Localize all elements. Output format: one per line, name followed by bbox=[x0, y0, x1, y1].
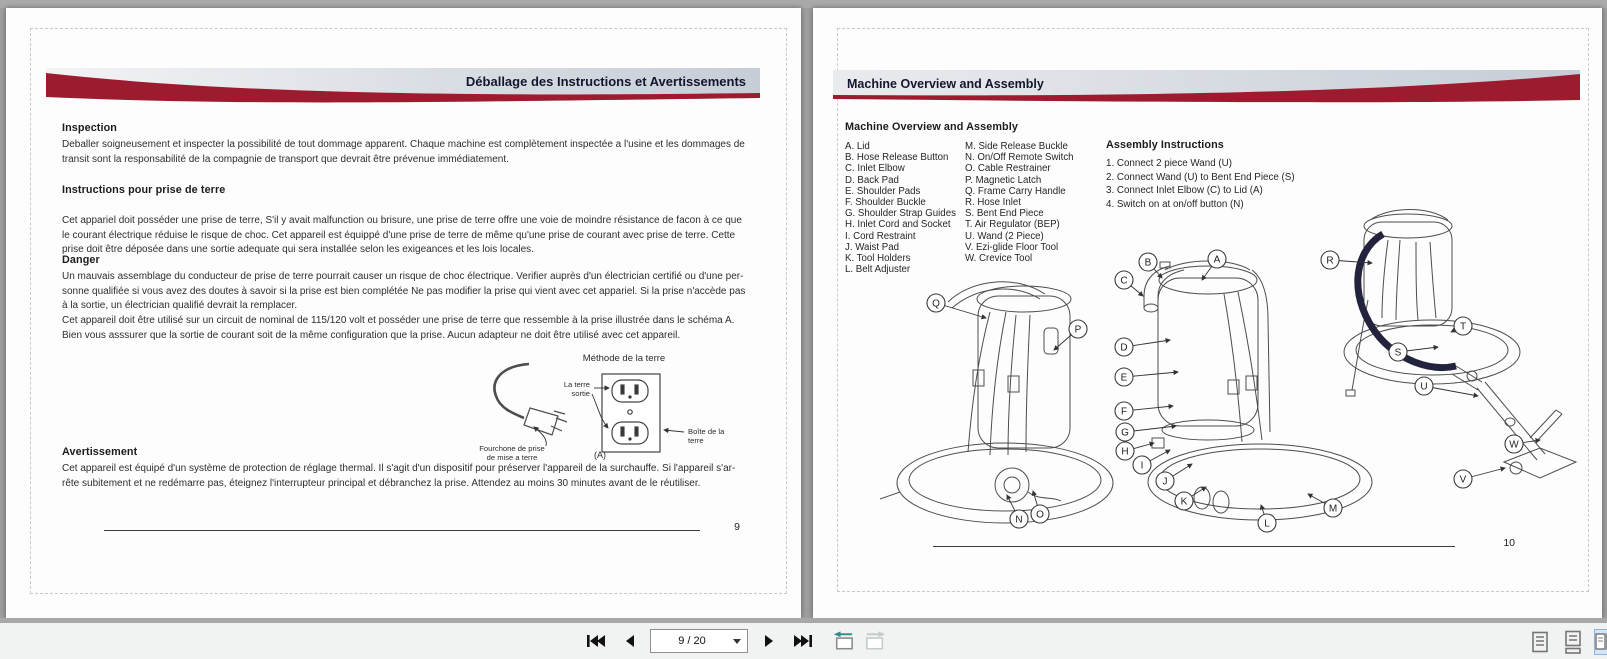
two-page-view-button[interactable] bbox=[1594, 629, 1607, 655]
part-item: J. Waist Pad bbox=[845, 241, 900, 253]
svg-text:de mise a terre: de mise a terre bbox=[486, 453, 538, 462]
page-number: 10 bbox=[1503, 537, 1515, 549]
grounding-method-figure bbox=[434, 350, 756, 466]
part-item: I. Cord Restraint bbox=[845, 230, 916, 242]
next-view-icon bbox=[863, 630, 890, 652]
svg-text:C: C bbox=[1120, 275, 1128, 287]
continuous-view-button[interactable] bbox=[1561, 629, 1585, 655]
chevron-down-icon bbox=[733, 639, 741, 644]
part-item: Q. Frame Carry Handle bbox=[965, 185, 1066, 197]
svg-text:K: K bbox=[1180, 496, 1188, 508]
section-paragraph: Cet appareil doit être utilisé sur un circuit de nominal de 115/120 volt et posséder une prise de terre que ressemble à la prise illustrée dans le schéma A. Bien vous asssurer que la sortie de courant soit de la même configuration que la prise. Aucun adapteur ne doit être utilisé avec cet appareil. bbox=[62, 315, 735, 341]
single-page-view-icon bbox=[1531, 631, 1549, 653]
svg-text:(A): (A) bbox=[594, 450, 606, 460]
continuous-view-icon bbox=[1564, 630, 1582, 654]
part-item: B. Hose Release Button bbox=[845, 152, 949, 164]
svg-text:L: L bbox=[1264, 518, 1270, 530]
part-item: K. Tool Holders bbox=[845, 253, 911, 265]
svg-text:S: S bbox=[1394, 347, 1402, 359]
page-number-combobox[interactable] bbox=[650, 629, 748, 653]
two-page-view-icon bbox=[1595, 632, 1607, 652]
first-page-icon bbox=[584, 633, 608, 649]
page-header-banner-left bbox=[46, 64, 760, 106]
svg-text:terre: terre bbox=[688, 436, 704, 445]
svg-text:H: H bbox=[1121, 446, 1129, 458]
part-item: P. Magnetic Latch bbox=[965, 174, 1042, 186]
overview-heading: Machine Overview and Assembly bbox=[845, 121, 1018, 133]
svg-text:O: O bbox=[1036, 509, 1044, 521]
svg-text:B: B bbox=[1144, 257, 1152, 269]
single-page-view-button[interactable] bbox=[1528, 629, 1552, 655]
next-page-button[interactable] bbox=[755, 628, 782, 654]
section-paragraph: Deballer soigneusement et inspecter la possibilité de tout dommage apparent. Chaque machine est complètement inspectée a l'usine et les dommages de transit sont la responsabilité de la compagnie de transport que devrait être prévenue immédiatement. bbox=[62, 139, 745, 165]
part-item: G. Shoulder Strap Guides bbox=[845, 208, 956, 220]
last-page-icon bbox=[791, 633, 815, 649]
part-item: T. Air Regulator (BEP) bbox=[965, 219, 1060, 231]
section-paragraph: Cet appariel doit posséder une prise de terre, S'il y avait malfunction ou brisure, une prise de terre offre une voie de moindre résistance de facon à ce que le courant électrique réduise le risque de choc. Cet appareil est équippé d'une prise de terre de même qu'une prise de courant avec prise de terre. Cette prise doit être déposée dans une sortie adequate qui sera installée selon les exigeances et les lois locales. bbox=[62, 215, 742, 255]
previous-page-button[interactable] bbox=[616, 628, 643, 654]
svg-text:W: W bbox=[1509, 439, 1519, 451]
part-item: C. Inlet Elbow bbox=[845, 163, 905, 175]
part-item: D. Back Pad bbox=[845, 174, 899, 186]
svg-text:P: P bbox=[1074, 324, 1082, 336]
part-item: A. Lid bbox=[845, 141, 870, 152]
vacuum-front-view bbox=[1144, 261, 1372, 520]
vacuum-side-view bbox=[1344, 210, 1576, 479]
part-item: N. On/Off Remote Switch bbox=[965, 152, 1074, 164]
part-item: E. Shoulder Pads bbox=[845, 185, 921, 197]
document-page-left bbox=[6, 8, 801, 618]
assembly-step: 1. Connect 2 piece Wand (U) bbox=[1106, 158, 1232, 169]
svg-text:I: I bbox=[1140, 460, 1144, 472]
next-page-icon bbox=[760, 633, 778, 649]
svg-text:N: N bbox=[1015, 514, 1023, 526]
part-item: O. Cable Restrainer bbox=[965, 163, 1051, 175]
page-number: 9 bbox=[734, 521, 740, 533]
part-item: V. Ezi-glide Floor Tool bbox=[965, 241, 1059, 253]
previous-page-icon bbox=[621, 633, 639, 649]
svg-text:E: E bbox=[1120, 372, 1128, 384]
svg-text:G: G bbox=[1121, 427, 1129, 439]
previous-view-button[interactable] bbox=[829, 628, 856, 654]
svg-text:U: U bbox=[1420, 381, 1428, 393]
assembly-step: 2. Connect Wand (U) to Bent End Piece (S) bbox=[1106, 171, 1295, 183]
part-item: U. Wand (2 Piece) bbox=[965, 230, 1044, 242]
assembly-heading: Assembly Instructions bbox=[1106, 139, 1224, 151]
part-item: S. Bent End Piece bbox=[965, 208, 1044, 220]
assembly-step: 4. Switch on at on/off button (N) bbox=[1106, 198, 1244, 210]
page-navigation-cluster bbox=[582, 628, 890, 654]
plug-illustration bbox=[494, 364, 567, 435]
section-heading: Avertissement bbox=[62, 446, 138, 458]
top-strip bbox=[0, 0, 1607, 8]
section-paragraph: Un mauvais assemblage du conducteur de prise de terre pourrait causer un risque de choc électrique. Verifier auprès d'un électrician certifié ou d'une per-sonne qualifiée si vous avez des doutes à savoir si la prise est bien complétée Ne pas modifier la prise qui vient avec cet appariel. Si la prise n'accède pas à la sortie, un électrician qualifié devrait la remplacer. bbox=[62, 271, 746, 311]
svg-text:V: V bbox=[1459, 474, 1467, 486]
hose-dark bbox=[1358, 234, 1456, 368]
last-page-button[interactable] bbox=[789, 628, 816, 654]
part-item: H. Inlet Cord and Socket bbox=[845, 219, 951, 231]
section-heading: Danger bbox=[62, 254, 100, 266]
svg-text:Q: Q bbox=[932, 298, 940, 310]
part-item: F. Shoulder Buckle bbox=[845, 197, 926, 209]
svg-text:A: A bbox=[1213, 254, 1221, 266]
part-item: M. Side Release Buckle bbox=[965, 141, 1068, 152]
page-indicator: 9 / 20 bbox=[678, 635, 706, 647]
svg-text:T: T bbox=[1459, 321, 1467, 333]
page-display-cluster bbox=[1528, 629, 1607, 655]
part-item: L. Belt Adjuster bbox=[845, 264, 911, 276]
svg-text:M: M bbox=[1328, 503, 1338, 515]
previous-view-icon bbox=[829, 630, 856, 652]
svg-text:La terre: La terre bbox=[563, 380, 590, 389]
svg-text:sortie: sortie bbox=[571, 389, 590, 398]
svg-text:D: D bbox=[1120, 342, 1128, 354]
part-item: R. Hose Inlet bbox=[965, 197, 1021, 209]
outlet-illustration bbox=[602, 374, 660, 452]
svg-text:J: J bbox=[1162, 476, 1168, 488]
document-area bbox=[0, 8, 1607, 618]
vacuum-rear-view bbox=[880, 282, 1113, 523]
section-heading: Inspection bbox=[62, 122, 117, 134]
document-page-right bbox=[813, 8, 1602, 618]
part-item: W. Crevice Tool bbox=[965, 253, 1033, 265]
machine-diagram bbox=[840, 200, 1600, 535]
viewer-toolbar bbox=[0, 623, 1607, 659]
footer-rule bbox=[933, 546, 1455, 547]
first-page-button[interactable] bbox=[582, 628, 609, 654]
svg-text:F: F bbox=[1120, 406, 1128, 418]
section-heading: Instructions pour prise de terre bbox=[62, 184, 226, 196]
page-header-banner-right bbox=[833, 66, 1580, 108]
figure-title: Méthode de la terre bbox=[582, 353, 666, 364]
svg-text:R: R bbox=[1326, 255, 1334, 267]
section-paragraph: Cet appareil est équipé d'un système de protection de réglage thermal. Il s'agit d'un dispositif pour préserver l'appareil de la surchauffe. Si l'appareil s'ar-rête subitement et ne redémarre pas, éteignez l'interrupteur principal et débranchez la prise. Attendez au moins 30 minutes avant de le réutiliser. bbox=[62, 463, 736, 489]
page-title-right: Machine Overview and Assembly bbox=[847, 77, 1044, 91]
svg-text:Fourchone de prise: Fourchone de prise bbox=[479, 444, 545, 453]
page-title-left: Déballage des Instructions et Avertissements bbox=[465, 74, 746, 89]
footer-rule bbox=[104, 530, 700, 531]
svg-text:Boîte de la: Boîte de la bbox=[688, 427, 725, 436]
assembly-step: 3. Connect Inlet Elbow (C) to Lid (A) bbox=[1106, 185, 1263, 197]
next-view-button[interactable] bbox=[863, 628, 890, 654]
